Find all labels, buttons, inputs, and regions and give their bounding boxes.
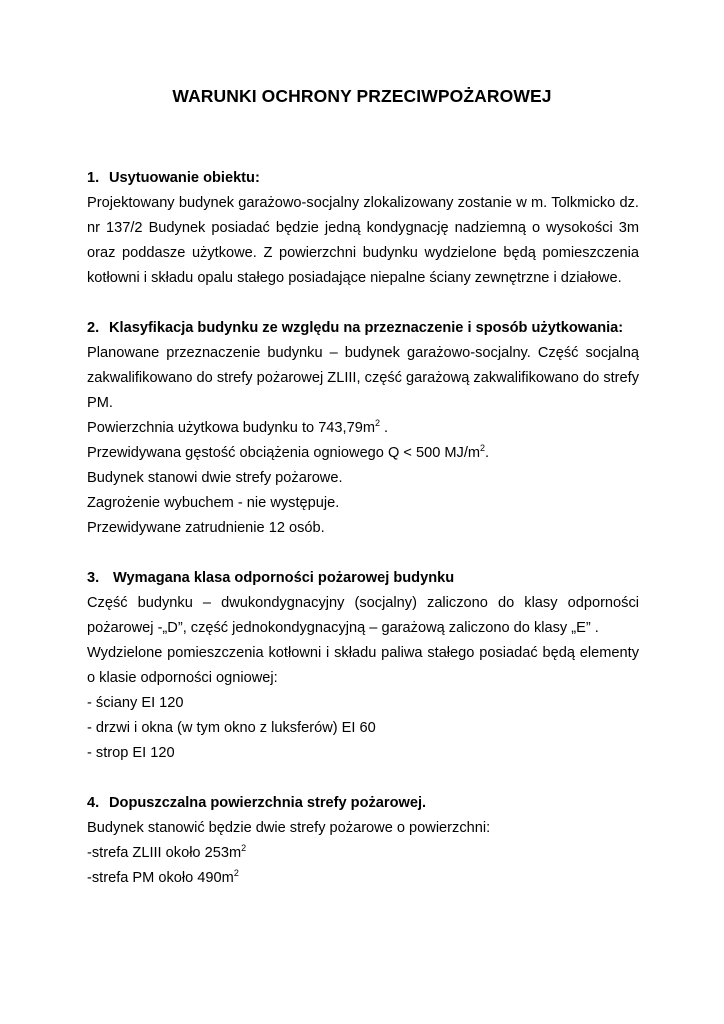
section-title: Wymagana klasa odporności pożarowej budynku — [113, 570, 455, 586]
document-title: WARUNKI OCHRONY PRZECIWPOŻAROWEJ — [172, 86, 552, 106]
section-paragraph: Część budynku – dwukondygnacyjny (socjalny) zaliczono do klasy odporności pożarowej -„D”, część jednokondygnacyjną – garażową zaliczono do klasy „E” . — [87, 595, 639, 636]
explosion-risk-line: Zagrożenie wybuchem - nie występuje. — [87, 495, 340, 511]
employment-line: Przewidywane zatrudnienie 12 osób. — [87, 520, 325, 536]
section-number: 3. — [87, 570, 100, 586]
list-item: - drzwi i okna (w tym okno z luksferów) EI 60 — [87, 720, 376, 736]
section-heading — [87, 791, 639, 816]
section-heading — [87, 316, 639, 341]
section-number: 1. — [87, 170, 100, 186]
usable-area-line: Powierzchnia użytkowa budynku to $743,79m^2$ . — [87, 418, 389, 436]
section-title: Dopuszczalna powierzchnia strefy pożarowej. — [109, 795, 427, 811]
section-location — [87, 166, 639, 291]
section-classification — [87, 316, 639, 541]
section-paragraph: Wydzielone pomieszczenia kotłowni i składu paliwa stałego posiadać będą elementy o klasie odporności ogniowej: — [87, 645, 639, 686]
list-item: - strop EI 120 — [87, 745, 175, 761]
zone-zliii-line: -strefa ZLIII około $253m^2$ — [87, 843, 247, 861]
list-item: - ściany EI 120 — [87, 695, 184, 711]
section-heading — [87, 566, 639, 591]
section-zone-area — [87, 791, 639, 891]
load-unit-superscript: 2 — [480, 443, 486, 453]
fire-zones-line: Budynek stanowi dwie strefy pożarowe. — [87, 470, 343, 486]
section-fire-resistance — [87, 566, 639, 766]
section-title: Usytuowanie obiektu: — [109, 170, 260, 186]
section-number: 2. — [87, 320, 100, 336]
section-number: 4. — [87, 795, 100, 811]
section-intro: Budynek stanowić będzie dwie strefy pożarowe o powierzchni: — [87, 820, 491, 836]
fire-load-line: Przewidywana gęstość obciążenia ogniowego Q < 500 $MJ/m^2$. — [87, 443, 490, 461]
section-title: Klasyfikacja budynku ze względu na przeznaczenie i sposób użytkowania: — [109, 320, 624, 336]
zone-pm-line: -strefa PM około $490m^2$ — [87, 868, 239, 886]
section-paragraph: Planowane przeznaczenie budynku – budynek garażowo-socjalny. Część socjalną zakwalifikowano do strefy pożarowej ZLIII, część garażową zakwalifikowano do strefy PM. — [87, 345, 639, 411]
section-heading — [87, 166, 639, 191]
document-body — [87, 166, 639, 916]
section-paragraph: Projektowany budynek garażowo-socjalny zlokalizowany zostanie w m. Tolkmicko dz. nr 137/2 Budynek posiadać będzie jedną kondygnację nadziemną o wysokości 3m oraz poddasze użytkowe. Z powierzchni budynku wydzielone będą pomieszczenia kotłowni i składu opalu stałego posiadające niepalne ściany zewnętrzne i działowe. — [87, 195, 639, 286]
area-unit-superscript: 2 — [374, 418, 380, 428]
zone-unit-superscript: 2 — [241, 843, 247, 853]
zone-unit-superscript: 2 — [233, 868, 239, 878]
